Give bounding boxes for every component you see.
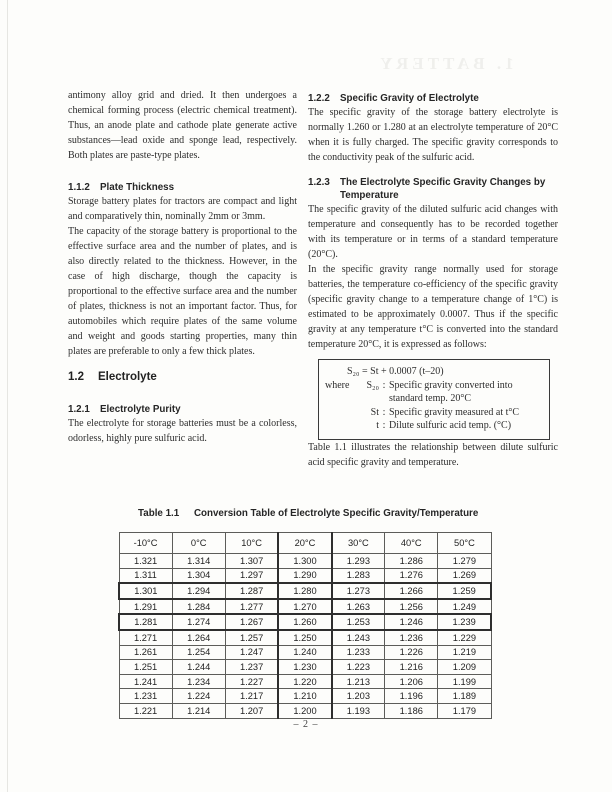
definition-text: Specific gravity measured at t°C (389, 406, 520, 418)
table-cell: 1.293 (332, 554, 385, 569)
table-cell: 1.271 (119, 630, 172, 645)
table-header (119, 533, 491, 554)
definition-text: Specific gravity converted into standard temp. 20°C (389, 379, 513, 404)
table-cell: 1.216 (385, 660, 438, 675)
table-cell: 1.247 (225, 645, 278, 660)
table-cell: 1.214 (172, 703, 225, 718)
section-heading-1-2-1 (68, 403, 297, 416)
table-cell: 1.209 (438, 660, 491, 675)
table-caption-title: Conversion Table of Electrolyte Specific Gravity/Temperature (193, 508, 479, 519)
table-cell: 1.269 (438, 568, 491, 583)
definition-term: St (370, 406, 379, 418)
table-cell: 1.274 (172, 614, 225, 630)
table-cell: 1.286 (385, 554, 438, 569)
table-cell: 1.314 (172, 554, 225, 569)
table-cell: 1.221 (119, 703, 172, 718)
table-cell: 1.224 (172, 689, 225, 704)
page-edge-line (7, 0, 8, 792)
table-row (119, 583, 491, 599)
table-row (119, 645, 491, 660)
table-header-cell: 20°C (278, 533, 331, 554)
table-caption (118, 508, 496, 519)
paragraph-electrolyte-purity: The electrolyte for storage batteries must be a colorless, odorless, highly pure sulfuric acid. (68, 418, 297, 444)
formula-definition (325, 419, 543, 433)
definition-text: Dilute sulfuric acid temp. (°C) (389, 420, 512, 431)
definition-separator: : (382, 420, 386, 431)
table-cell: 1.189 (438, 689, 491, 704)
table-cell: 1.249 (438, 599, 491, 615)
table-header-cell: 30°C (332, 533, 385, 554)
table-cell: 1.290 (278, 568, 331, 583)
section-number: 1.2 (68, 371, 84, 383)
table-row (119, 630, 491, 645)
table-cell: 1.277 (225, 599, 278, 615)
section-number: 1.2.2 (308, 93, 330, 104)
right-column (308, 92, 558, 470)
table-row (119, 568, 491, 583)
table-body (119, 554, 491, 719)
table-cell: 1.256 (385, 599, 438, 615)
section-number: 1.2.3 (308, 177, 330, 188)
paragraph-plate-thickness-1: Storage battery plates for tractors are compact and light and comparatively thin, nominally 2mm or 3mm. (68, 196, 297, 222)
table-cell: 1.291 (119, 599, 172, 615)
paragraph-gravity-changes-2: In the specific gravity range normally used for storage batteries, the temperature co-efficiency of the specific gravity (specific gravity change to a temperature change of 1°C) is estimated to be approximately 0.0007. Thus if the specific gravity at any temperature t°C is converted into the standard temperature 20°C, it is expressed as follows: (308, 264, 558, 350)
where-label (325, 419, 355, 433)
table-cell: 1.253 (332, 614, 385, 630)
table-cell: 1.259 (438, 583, 491, 599)
table-cell: 1.199 (438, 674, 491, 689)
table-cell: 1.300 (278, 554, 331, 569)
table-header-cell: 50°C (438, 533, 491, 554)
table-cell: 1.283 (332, 568, 385, 583)
table-cell: 1.311 (119, 568, 172, 583)
table-block (118, 508, 496, 719)
table-header-cell: 40°C (385, 533, 438, 554)
table-cell: 1.233 (332, 645, 385, 660)
table-cell: 1.287 (225, 583, 278, 599)
formula: S₂₀ = St + 0.0007 (t–20) (347, 366, 444, 377)
formula-definition (325, 406, 543, 420)
section-title: Specific Gravity of Electrolyte (340, 93, 479, 104)
table-cell: 1.239 (438, 614, 491, 630)
table-cell: 1.223 (332, 660, 385, 675)
section-heading-1-1-2 (68, 181, 297, 194)
section-heading-1-2-3 (308, 176, 558, 202)
table-cell: 1.281 (119, 614, 172, 630)
table-cell: 1.227 (225, 674, 278, 689)
definition-term: S₂₀ (366, 379, 379, 391)
table-header-cell: -10°C (119, 533, 172, 554)
intro-paragraph: antimony alloy grid and dried. It then undergoes a chemical forming process (electric chemical treatment). Thus, an anode plate and cathode plate generate active substances—lead oxide and sponge lead, respectively. Both plates are paste-type plates. (68, 90, 297, 161)
table-cell: 1.217 (225, 689, 278, 704)
table-cell: 1.284 (172, 599, 225, 615)
table-cell: 1.244 (172, 660, 225, 675)
table-row (119, 554, 491, 569)
table-cell: 1.226 (385, 645, 438, 660)
table-cell: 1.186 (385, 703, 438, 718)
table-cell: 1.307 (225, 554, 278, 569)
table-cell: 1.203 (332, 689, 385, 704)
table-header-cell: 0°C (172, 533, 225, 554)
table-cell: 1.206 (385, 674, 438, 689)
definition-separator: : (382, 379, 386, 391)
paragraph-plate-thickness-2: The capacity of the storage battery is proportional to the effective surface area and the number of plates, and is also directly related to the thickness. However, in the case of high discharge, though the capacity is proportional to the effective surface area and the number of plates, thickness is not an important factor. Thus, for automobiles which require plates of the same volume and weight and goods starting properties, many thin plates are preferable to only a few thick plates. (68, 226, 297, 357)
table-cell: 1.294 (172, 583, 225, 599)
table-cell: 1.236 (385, 630, 438, 645)
definition-term: t (376, 420, 379, 431)
paragraph-specific-gravity: The specific gravity of the storage battery electrolyte is normally 1.260 or 1.280 at an electrolyte temperature of 20°C when it is fully charged. The specific gravity corresponds to the conductivity peak of the sulfuric acid. (308, 107, 558, 163)
table-cell: 1.231 (119, 689, 172, 704)
table-row (119, 614, 491, 630)
table-cell: 1.207 (225, 703, 278, 718)
table-cell: 1.230 (278, 660, 331, 675)
table-cell: 1.257 (225, 630, 278, 645)
table-cell: 1.321 (119, 554, 172, 569)
paragraph-table-reference: Table 1.1 illustrates the relationship between dilute sulfuric acid specific gravity and temperature. (308, 441, 558, 468)
section-title: Electrolyte Purity (100, 404, 181, 415)
section-number: 1.1.2 (68, 182, 90, 193)
table-cell: 1.243 (332, 630, 385, 645)
table-header-row (119, 533, 491, 554)
table-row (119, 599, 491, 615)
section-heading-1-2-2 (308, 92, 558, 105)
table-cell: 1.267 (225, 614, 278, 630)
table-cell: 1.210 (278, 689, 331, 704)
table-caption-label: Table 1.1 (138, 508, 180, 519)
table-row (119, 689, 491, 704)
section-title: Electrolyte (98, 371, 157, 383)
table-cell: 1.264 (172, 630, 225, 645)
table-cell: 1.260 (278, 614, 331, 630)
paragraph-gravity-changes-1: The specific gravity of the diluted sulfuric acid changes with temperature and consequently has to be recorded together with its temperature or in terms of a standard temperature (20°C). (308, 204, 558, 260)
table-cell: 1.237 (225, 660, 278, 675)
formula-box (318, 359, 550, 440)
table-cell: 1.246 (385, 614, 438, 630)
table-header-cell: 10°C (225, 533, 278, 554)
section-number: 1.2.1 (68, 404, 90, 415)
table-cell: 1.251 (119, 660, 172, 675)
table-cell: 1.304 (172, 568, 225, 583)
where-label: where (325, 379, 350, 391)
table-cell: 1.179 (438, 703, 491, 718)
table-cell: 1.241 (119, 674, 172, 689)
table-cell: 1.219 (438, 645, 491, 660)
definition-separator: : (382, 406, 386, 418)
table-row (119, 703, 491, 718)
formula-definitions (325, 379, 543, 433)
table-cell: 1.229 (438, 630, 491, 645)
table-cell: 1.261 (119, 645, 172, 660)
table-cell: 1.213 (332, 674, 385, 689)
table-cell: 1.220 (278, 674, 331, 689)
page-number: – 2 – (293, 719, 319, 730)
table-cell: 1.193 (332, 703, 385, 718)
table-cell: 1.196 (385, 689, 438, 704)
formula-definition (325, 379, 543, 406)
table-cell: 1.250 (278, 630, 331, 645)
table-cell: 1.263 (332, 599, 385, 615)
table-cell: 1.254 (172, 645, 225, 660)
table-cell: 1.273 (332, 583, 385, 599)
table-cell: 1.276 (385, 568, 438, 583)
table-row (119, 660, 491, 675)
table-cell: 1.301 (119, 583, 172, 599)
table-cell: 1.280 (278, 583, 331, 599)
table-cell: 1.279 (438, 554, 491, 569)
table-cell: 1.234 (172, 674, 225, 689)
where-label (325, 406, 355, 420)
table-row (119, 674, 491, 689)
section-title: Plate Thickness (100, 182, 175, 193)
left-column (68, 88, 297, 446)
section-heading-1-2 (68, 370, 297, 385)
conversion-table (118, 532, 492, 719)
table-cell: 1.270 (278, 599, 331, 615)
table-cell: 1.297 (225, 568, 278, 583)
bleed-through-ghost-text: 1. BATTERY (376, 54, 514, 73)
table-cell: 1.240 (278, 645, 331, 660)
table-cell: 1.200 (278, 703, 331, 718)
section-title: The Electrolyte Specific Gravity Changes by Temperature (340, 177, 546, 201)
table-cell: 1.266 (385, 583, 438, 599)
